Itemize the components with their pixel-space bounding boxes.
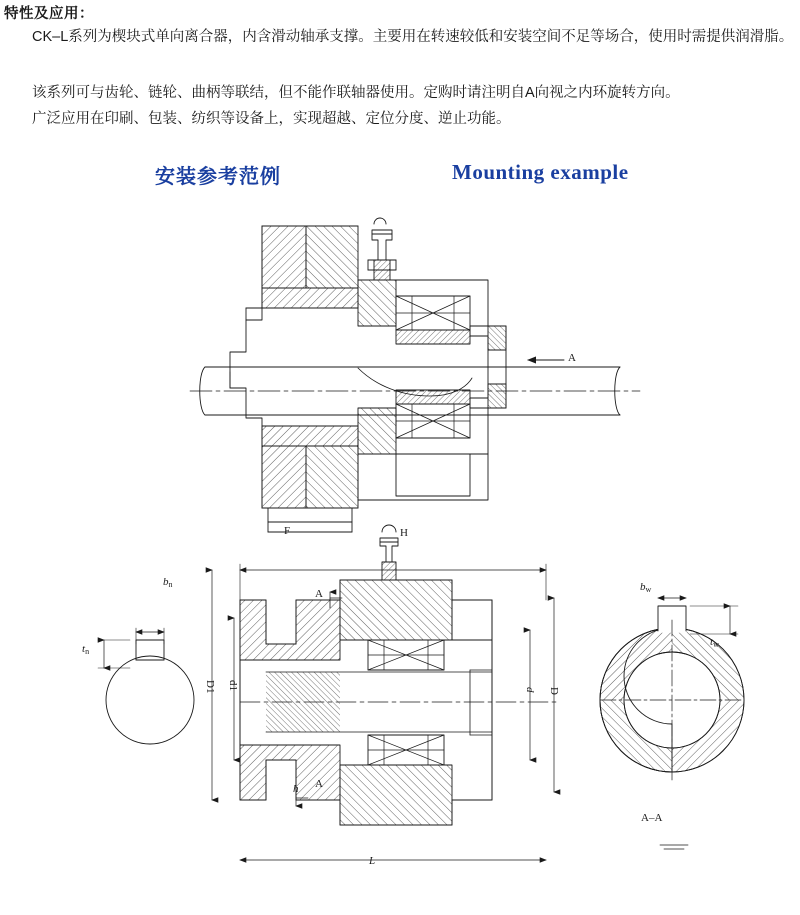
label-dim-d-capital: D [548, 687, 560, 695]
label-view-arrow-a: A [568, 352, 576, 364]
technical-drawing [0, 200, 800, 915]
label-key-bw: $b_w$ [640, 581, 652, 594]
label-dim-f: F [284, 525, 291, 537]
label-dim-l: L [369, 855, 376, 867]
label-dim-h-bottom: h [293, 783, 299, 795]
label-dim-h: H [400, 527, 408, 539]
heading-english: Mounting example [452, 160, 629, 184]
label-section-a-a: A–A [641, 812, 663, 824]
cross-section-view [98, 525, 744, 860]
drawing-svg [0, 200, 800, 915]
label-key-tn: $t_n$ [82, 643, 90, 656]
label-section-a-bottom: A [315, 778, 323, 790]
paragraph-1: CK–L系列为楔块式单向离合器，内含滑动轴承支撑。主要用在转速较低和安装空间不足等场合，使用时需提供润滑脂。 [32, 29, 794, 45]
label-key-bn: $b_n$ [163, 576, 173, 589]
label-section-a-top: A [315, 588, 323, 600]
label-key-tw: $t_w$ [710, 636, 719, 649]
assembly-top-view [190, 218, 640, 532]
paragraph-2: 该系列可与齿轮、链轮、曲柄等联结，但不能作联轴器使用。定购时请注明自A向视之内环旋转方向。 [32, 85, 680, 101]
label-dim-d-small: d [524, 687, 536, 693]
paragraph-3: 广泛应用在印刷、包装、纺织等设备上，实现超越、定位分度、逆止功能。 [32, 111, 511, 127]
label-dim-d1-capital: D1 [204, 680, 216, 694]
page-title: 特性及应用： [4, 6, 94, 22]
heading-chinese: 安装参考范例 [155, 166, 281, 188]
label-dim-d1-small: d1 [227, 680, 239, 691]
